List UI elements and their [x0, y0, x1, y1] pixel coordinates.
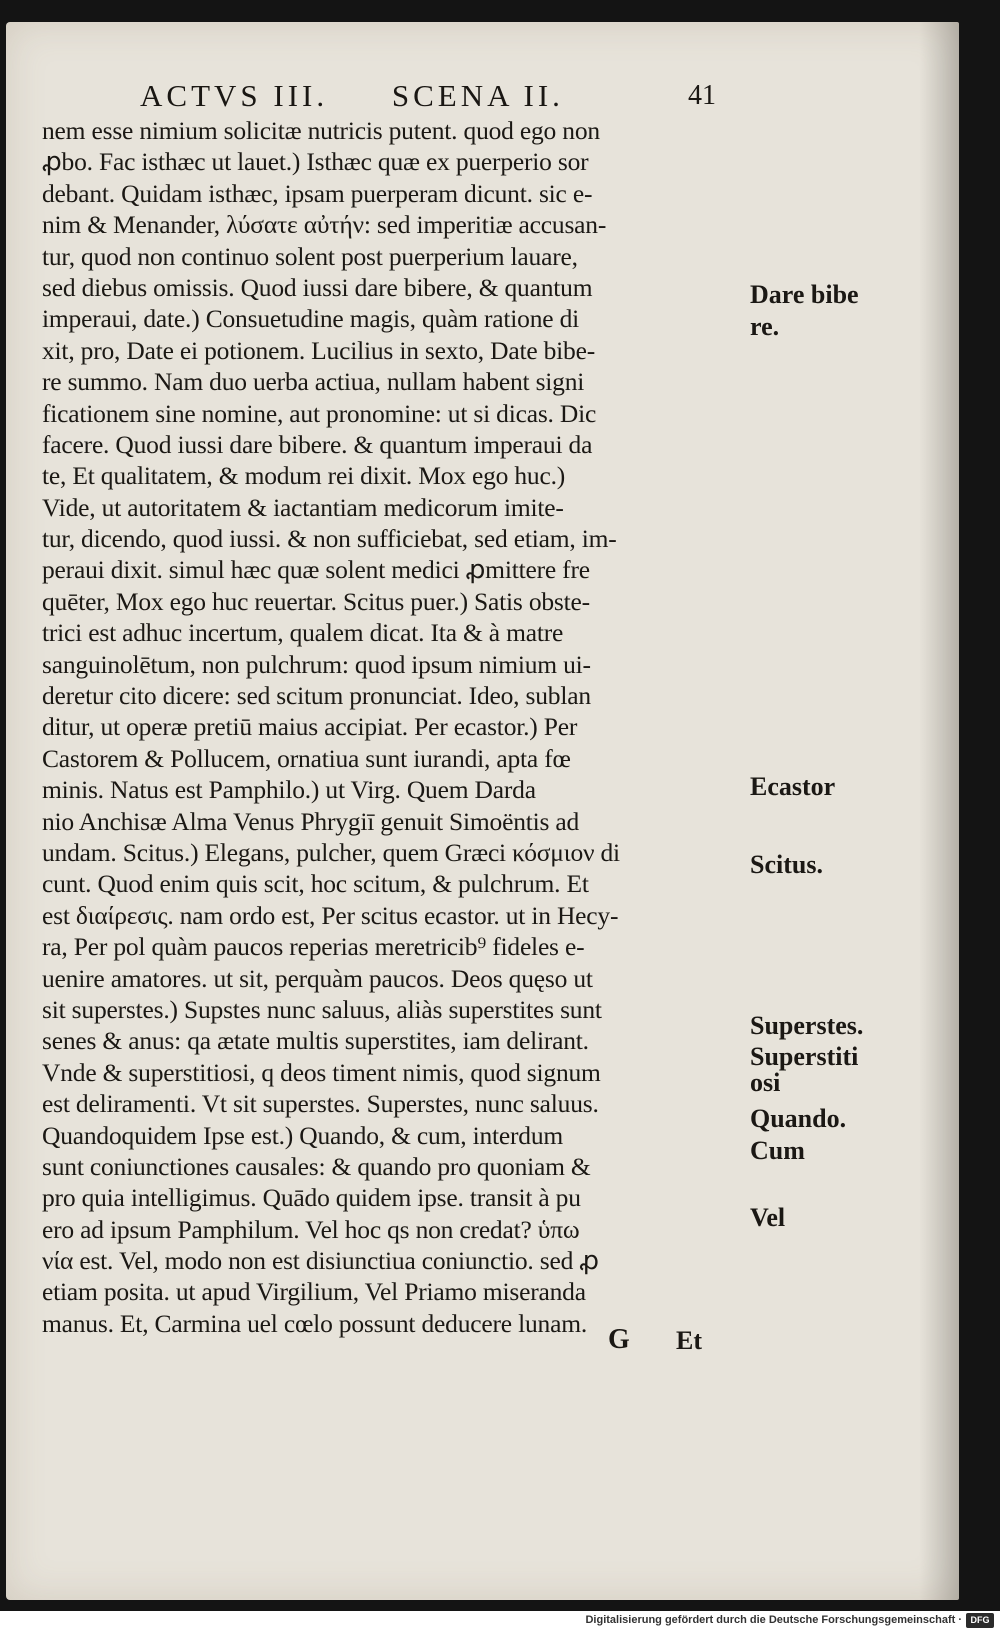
text-line: quēter, Mox ego huc reuertar. Scitus puer.) Satis obste- — [42, 586, 590, 616]
funding-credit: Digitalisierung gefördert durch die Deutsche Forschungsgemeinschaft · — [585, 1614, 962, 1626]
running-head — [140, 78, 640, 114]
text-line: sunt coniunctiones causales: & quando pro quoniam & — [42, 1151, 591, 1181]
margin-gloss-dare-bibere-cont: re. — [750, 312, 780, 341]
text-line: etiam posita. ut apud Virgilium, Vel Priamo miseranda — [42, 1277, 586, 1307]
running-head-scene: SCENA II. — [391, 78, 564, 113]
text-line: te, Et qualitatem, & modum rei dixit. Mox ego huc.) — [42, 461, 566, 491]
text-line: undam. Scitus.) Elegans, pulcher, quem Græci κόσμιον di — [42, 837, 620, 867]
text-line: re summo. Nam duo uerba actiua, nullam habent signi — [42, 367, 585, 397]
text-line: est deliramenti. Vt sit superstes. Superstes, nunc saluus. — [42, 1089, 599, 1119]
margin-gloss-superstitiosi-cont: osi — [750, 1068, 781, 1097]
signature-mark: G — [608, 1324, 630, 1355]
text-line: ero ad ipsum Pamphilum. Vel hoc qs non credat? ὑπω — [42, 1214, 580, 1244]
footer-bar — [0, 1611, 1000, 1631]
margin-gloss-dare-bibere: Dare bibe — [750, 280, 859, 309]
margin-gloss-superstitiosi: Superstiti — [750, 1042, 859, 1071]
commentary-text — [42, 115, 736, 1339]
text-line: Castorem & Pollucem, ornatiua sunt iurandi, apta fœ — [42, 743, 571, 773]
text-line: senes & anus: qa ætate multis superstites, iam delirant. — [42, 1026, 589, 1056]
text-line: νία est. Vel, modo non est disiunctiua coniunctio. sed ꝓ — [42, 1246, 599, 1276]
page-edge-shadow — [919, 22, 959, 1600]
margin-gloss-superstes: Superstes. — [750, 1011, 864, 1040]
text-line: imperaui, date.) Consuetudine magis, quàm ratione di — [42, 304, 580, 334]
text-line: sed diebus omissis. Quod iussi dare bibere, & quantum — [42, 272, 593, 302]
text-line: pro quia intelligimus. Quādo quidem ipse. transit à pu — [42, 1183, 581, 1213]
text-line: peraui dixit. simul hæc quæ solent medici ꝓmittere fre — [42, 555, 590, 585]
text-line: ra, Per pol quàm paucos reperias meretricib⁹ fideles e- — [42, 932, 585, 962]
dfg-logo[interactable]: DFG — [966, 1613, 994, 1628]
margin-gloss-vel: Vel — [750, 1203, 786, 1232]
text-line: ꝓbo. Fac isthæc ut lauet.) Isthæc quæ ex puerperio sor — [42, 147, 589, 177]
text-line: ficationem sine nomine, aut pronomine: ut si dicas. Dic — [42, 398, 597, 428]
text-line: deretur cito dicere: sed scitum pronunciat. Ideo, sublan — [42, 681, 591, 711]
text-line: sit superstes.) Supstes nunc saluus, aliàs superstites sunt — [42, 994, 602, 1024]
text-line: minis. Natus est Pamphilo.) ut Virg. Quem Darda — [42, 775, 536, 805]
text-line: Vnde & superstitiosi, q deos timent nimis, quod signum — [42, 1057, 601, 1087]
text-line: trici est adhuc incertum, qualem dicat. Ita & à matre — [42, 618, 564, 648]
text-line: facere. Quod iussi dare bibere. & quantum imperaui da — [42, 429, 593, 459]
running-head-act: ACTVS III. — [140, 78, 329, 113]
page-number: 41 — [688, 80, 716, 111]
text-line: manus. Et, Carmina uel cœlo possunt deducere lunam. — [42, 1308, 587, 1338]
text-line: nim & Menander, λύσατε αὐτήν: sed imperitiæ accusan- — [42, 210, 607, 240]
text-line: sanguinolētum, non pulchrum: quod ipsum nimium ui- — [42, 649, 591, 679]
text-line: Vide, ut autoritatem & iactantiam medicorum imite- — [42, 492, 564, 522]
text-line: debant. Quidam isthæc, ipsam puerperam dicunt. sic e- — [42, 178, 593, 208]
catchword: Et — [676, 1326, 702, 1355]
text-line: nio Anchisæ Alma Venus Phrygiī genuit Simoëntis ad — [42, 806, 580, 836]
text-line: est διαίρεσις. nam ordo est, Per scitus ecastor. ut in Hecy- — [42, 900, 619, 930]
margin-gloss-quando: Quando. — [750, 1104, 847, 1133]
text-line: nem esse nimium solicitæ nutricis putent. quod ego non — [42, 116, 600, 145]
text-line: Quandoquidem Ipse est.) Quando, & cum, interdum — [42, 1120, 564, 1150]
text-line: tur, dicendo, quod iussi. & non sufficiebat, sed etiam, im- — [42, 524, 617, 554]
margin-gloss-scitus: Scitus. — [750, 850, 823, 879]
margin-gloss-cum: Cum — [750, 1136, 805, 1165]
margin-gloss-ecastor: Ecastor — [750, 772, 836, 801]
text-line: xit, pro, Date ei potionem. Lucilius in sexto, Date bibe- — [42, 335, 596, 365]
text-line: cunt. Quod enim quis scit, hoc scitum, & pulchrum. Et — [42, 869, 589, 899]
text-line: uenire amatores. ut sit, perquàm paucos. Deos quęso ut — [42, 963, 593, 993]
text-line: ditur, ut operæ pretiū maius accipiat. Per ecastor.) Per — [42, 712, 578, 742]
text-line: tur, quod non continuo solent post puerperium lauare, — [42, 241, 578, 271]
